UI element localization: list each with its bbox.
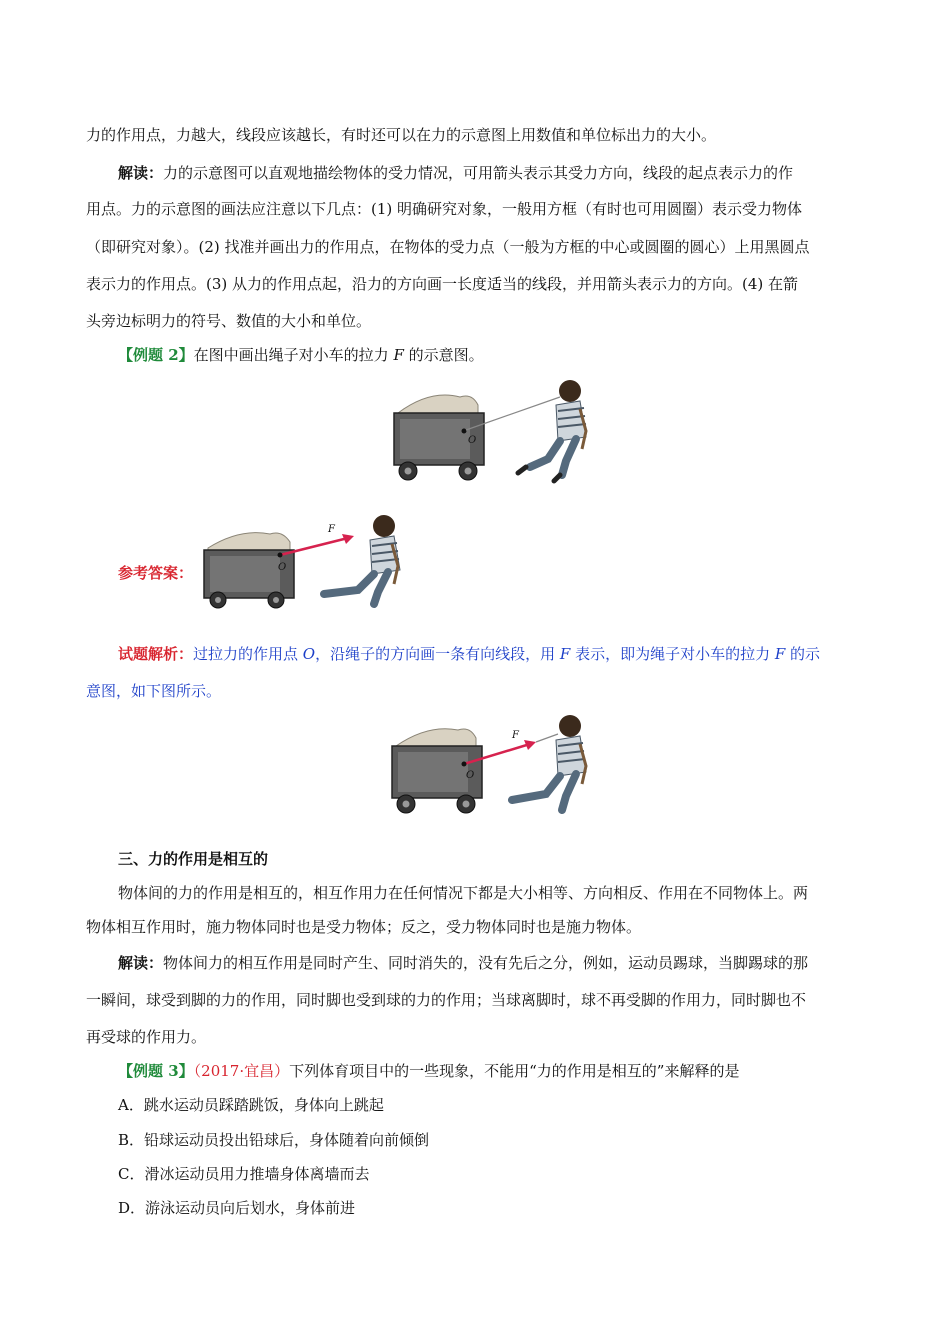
jiedu-paragraph: 解读：力的示意图可以直观地描绘物体的受力情况，可用箭头表示其受力方向，线段的起点表示力的作: [118, 164, 794, 182]
option-a: A．跳水运动员踩踏跳饭，身体向上跳起: [118, 1096, 384, 1114]
example-2-label: 【例题 2】: [118, 346, 194, 364]
cart-boy-figure-answer: [200, 508, 415, 610]
example-3-source: （2017·宜昌）: [193, 1062, 290, 1080]
option-c: C．滑冰运动员用力推墙身体离墙而去: [118, 1165, 370, 1183]
label-F: F: [328, 524, 335, 535]
label-O: O: [278, 562, 287, 573]
section-heading: 三、力的作用是相互的: [118, 850, 269, 868]
cart-boy-figure-analysis: [388, 710, 600, 816]
cart-boy-figure-question: [390, 375, 600, 485]
example-3-question: 【例题 3】（2017·宜昌）下列体育项目中的一些现象，不能用“力的作用是相互的”来解释的是: [118, 1062, 740, 1080]
option-d: D．游泳运动员向后划水，身体前进: [118, 1199, 356, 1217]
paragraph-line: 头旁边标明力的符号、数值的大小和单位。: [86, 312, 372, 330]
paragraph-line: 力的作用点，力越大，线段应该越长，有时还可以在力的示意图上用数值和单位标出力的大小。: [86, 126, 717, 144]
paragraph-line: 再受球的作用力。: [86, 1028, 207, 1046]
paragraph-line: 物体相互作用时，施力物体同时也是受力物体；反之，受力物体同时也是施力物体。: [86, 918, 642, 936]
paragraph-line: 物体间的力的作用是相互的，相互作用力在任何情况下都是大小相等、方向相反、作用在不同物体上。两: [118, 884, 809, 902]
label-O: O: [468, 435, 477, 446]
option-b: B．铅球运动员投出铅球后，身体随着向前倾倒: [118, 1131, 430, 1149]
example-3-label: 【例题 3】: [118, 1062, 194, 1080]
paragraph-line: 一瞬间，球受到脚的力的作用，同时脚也受到球的力的作用；当球离脚时，球不再受脚的作用力，同时脚也不: [86, 991, 807, 1009]
analysis-label: 试题解析：: [118, 645, 194, 663]
analysis-paragraph: 试题解析：过拉力的作用点 O，沿绳子的方向画一条有向线段，用 F 表示，即为绳子对小车的拉力 F 的示: [118, 645, 821, 663]
action-point-dot: [462, 429, 467, 434]
answer-label: 参考答案：: [118, 564, 194, 582]
analysis-line-2: 意图，如下图所示。: [86, 682, 222, 700]
boy-head: [559, 380, 581, 402]
paragraph-line: 用点。力的示意图的画法应注意以下几点：(1) 明确研究对象，一般用方框（有时也可用圆圈）表示受力物体: [86, 200, 803, 218]
label-F: F: [512, 730, 519, 741]
paragraph-line: （即研究对象）。(2) 找准并画出力的作用点，在物体的受力点（一般为方框的中心或圆圈的圆心）上用黑圆点: [86, 238, 810, 256]
jiedu-paragraph: 解读：物体间力的相互作用是同时产生、同时消失的，没有先后之分，例如，运动员踢球，当脚踢球的那: [118, 954, 809, 972]
jiedu-label: 解读：: [118, 164, 164, 182]
jiedu-label: 解读：: [118, 954, 164, 972]
paragraph-line: 表示力的作用点。(3) 从力的作用点起，沿力的方向画一长度适当的线段，并用箭头表示力的方向。(4) 在箭: [86, 275, 799, 293]
label-O: O: [466, 770, 475, 781]
example-2-question: 【例题 2】在图中画出绳子对小车的拉力 F 的示意图。: [118, 346, 484, 364]
